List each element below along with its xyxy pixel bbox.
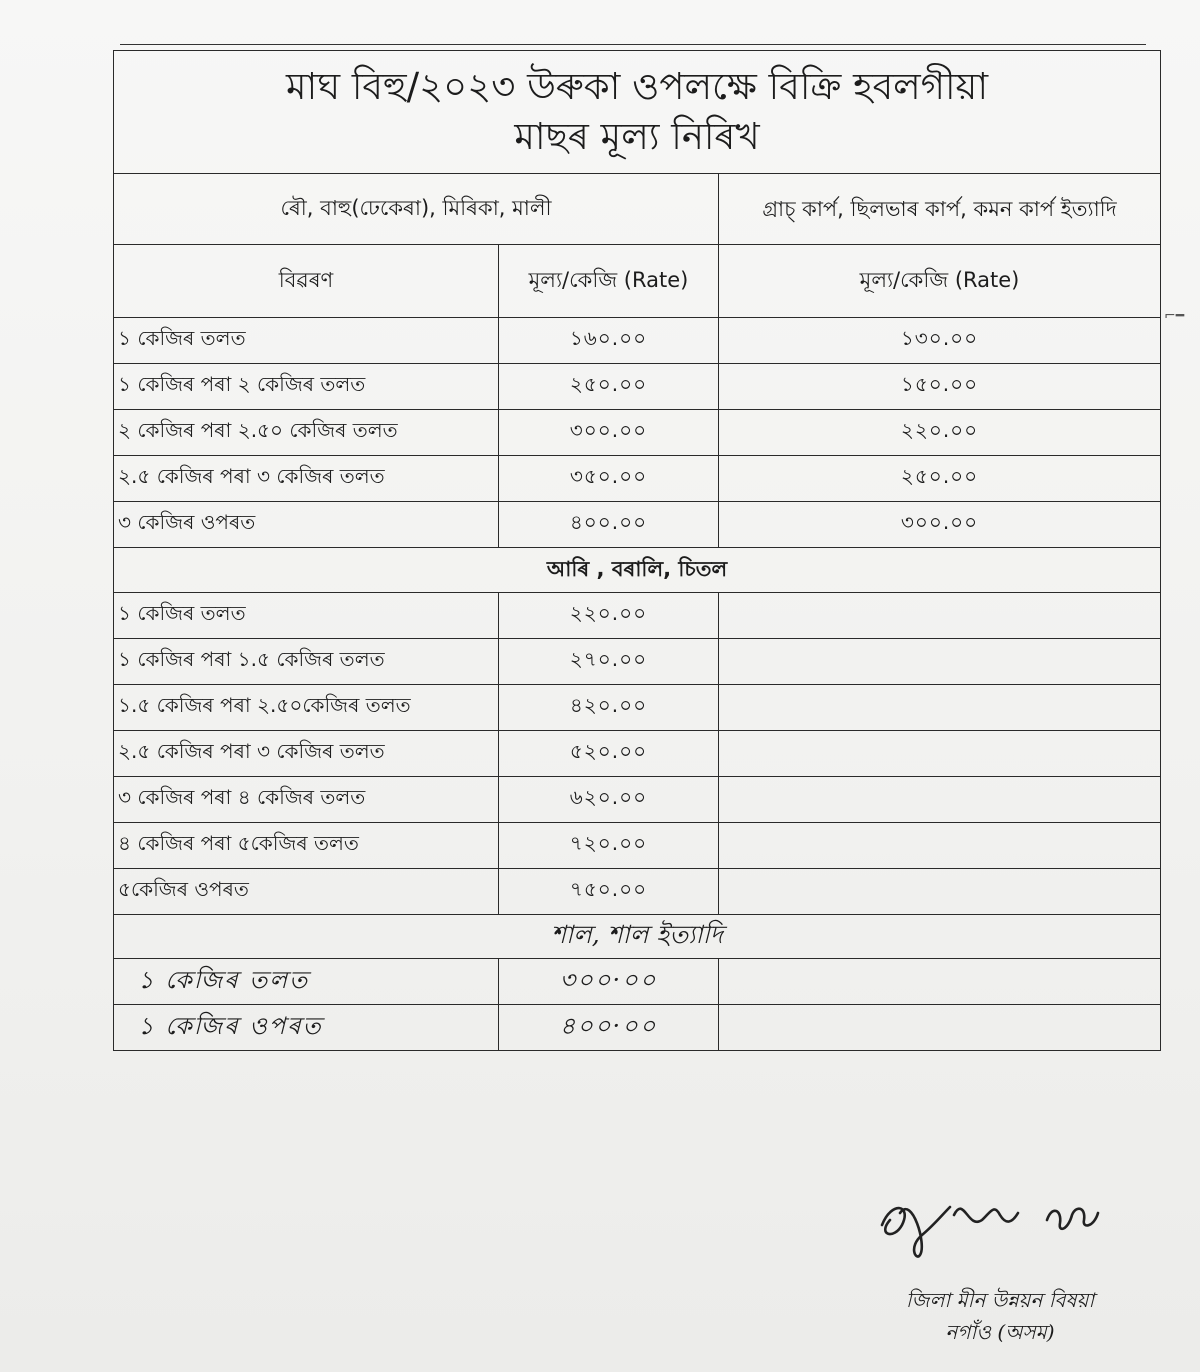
- row-description: ১ কেজিৰ তলত: [114, 959, 499, 1005]
- table-row: [114, 1005, 1161, 1051]
- row-rate: ২৭০.০০: [499, 639, 719, 685]
- column-header-description: বিৱৰণ: [114, 245, 499, 318]
- empty-cell: [719, 869, 1161, 915]
- margin-mark: ⌐━: [1164, 308, 1185, 324]
- empty-cell: [719, 1005, 1161, 1051]
- price-table: [113, 50, 1161, 1051]
- group-header-right: গ্ৰাচ্ কাৰ্প, ছিলভাৰ কাৰ্প, কমন কাৰ্প ইত্যাদি: [719, 174, 1161, 245]
- top-rule: [120, 44, 1146, 45]
- row-rate-2: ২৫০.০০: [719, 456, 1161, 502]
- row-rate: ৩০০·০০: [499, 959, 719, 1005]
- row-rate: ১৬০.০০: [499, 318, 719, 364]
- row-rate: ৬২০.০০: [499, 777, 719, 823]
- section-header-row: [114, 548, 1161, 593]
- empty-cell: [719, 823, 1161, 869]
- table-row: [114, 364, 1161, 410]
- row-description: ১ কেজিৰ তলত: [114, 593, 499, 639]
- row-description: ৪ কেজিৰ পৰা ৫কেজিৰ তলত: [114, 823, 499, 869]
- row-rate-2: ৩০০.০০: [719, 502, 1161, 548]
- office-line-2: নগাঁও (অসম): [945, 1320, 1055, 1344]
- row-rate: ৭৫০.০০: [499, 869, 719, 915]
- office-designation: [880, 1284, 1120, 1348]
- empty-cell: [719, 685, 1161, 731]
- table-row: [114, 502, 1161, 548]
- table-row: [114, 593, 1161, 639]
- empty-cell: [719, 731, 1161, 777]
- section-2-title: আৰি , বৰালি, চিতল: [114, 548, 1161, 593]
- document-title: [114, 51, 1161, 174]
- empty-cell: [719, 593, 1161, 639]
- table-row: [114, 869, 1161, 915]
- column-header-row: [114, 245, 1161, 318]
- table-row: [114, 318, 1161, 364]
- row-description: ১ কেজিৰ ওপৰত: [114, 1005, 499, 1051]
- section-3-title: শাল, শাল ইত্যাদি: [114, 915, 1161, 959]
- empty-cell: [719, 639, 1161, 685]
- empty-cell: [719, 777, 1161, 823]
- table-row: [114, 777, 1161, 823]
- group-header-row: [114, 174, 1161, 245]
- title-line-1: মাঘ বিহু/২০২৩ উৰুকা ওপলক্ষে বিক্ৰি হবলগীয়া: [285, 65, 989, 108]
- row-rate: ৪২০.০০: [499, 685, 719, 731]
- table-row: [114, 731, 1161, 777]
- row-rate: ৪০০.০০: [499, 502, 719, 548]
- row-rate-2: ২২০.০০: [719, 410, 1161, 456]
- column-header-rate-left: মূল্য/কেজি (Rate): [499, 245, 719, 318]
- section-header-row: [114, 915, 1161, 959]
- row-rate: ৩০০.০০: [499, 410, 719, 456]
- row-description: ২.৫ কেজিৰ পৰা ৩ কেজিৰ তলত: [114, 456, 499, 502]
- row-description: ৩ কেজিৰ পৰা ৪ কেজিৰ তলত: [114, 777, 499, 823]
- table-row: [114, 685, 1161, 731]
- empty-cell: [719, 959, 1161, 1005]
- row-description: ১ কেজিৰ পৰা ১.৫ কেজিৰ তলত: [114, 639, 499, 685]
- row-rate: ২২০.০০: [499, 593, 719, 639]
- table-row: [114, 456, 1161, 502]
- row-rate: ২৫০.০০: [499, 364, 719, 410]
- row-rate: ৪০০·০০: [499, 1005, 719, 1051]
- title-line-2: মাছৰ মূল্য নিৰিখ: [514, 115, 760, 158]
- table-row: [114, 410, 1161, 456]
- row-description: ১.৫ কেজিৰ পৰা ২.৫০কেজিৰ তলত: [114, 685, 499, 731]
- row-rate: ৭২০.০০: [499, 823, 719, 869]
- row-rate: ৩৫০.০০: [499, 456, 719, 502]
- row-rate: ৫২০.০০: [499, 731, 719, 777]
- row-description: ২.৫ কেজিৰ পৰা ৩ কেজিৰ তলত: [114, 731, 499, 777]
- row-description: ৩ কেজিৰ ওপৰত: [114, 502, 499, 548]
- table-row: [114, 959, 1161, 1005]
- row-description: ১ কেজিৰ তলত: [114, 318, 499, 364]
- table-row: [114, 823, 1161, 869]
- row-rate-2: ১৫০.০০: [719, 364, 1161, 410]
- group-header-left: ৰৌ, বাহু(ঢেকেৰা), মিৰিকা, মালী: [114, 174, 719, 245]
- signature-mark: [872, 1185, 1122, 1265]
- row-description: ১ কেজিৰ পৰা ২ কেজিৰ তলত: [114, 364, 499, 410]
- row-rate-2: ১৩০.০০: [719, 318, 1161, 364]
- row-description: ২ কেজিৰ পৰা ২.৫০ কেজিৰ তলত: [114, 410, 499, 456]
- table-row: [114, 639, 1161, 685]
- row-description: ৫কেজিৰ ওপৰত: [114, 869, 499, 915]
- title-row: [114, 51, 1161, 174]
- office-line-1: জিলা মীন উন্নয়ন বিষয়া: [905, 1288, 1095, 1312]
- column-header-rate-right: মূল্য/কেজি (Rate): [719, 245, 1161, 318]
